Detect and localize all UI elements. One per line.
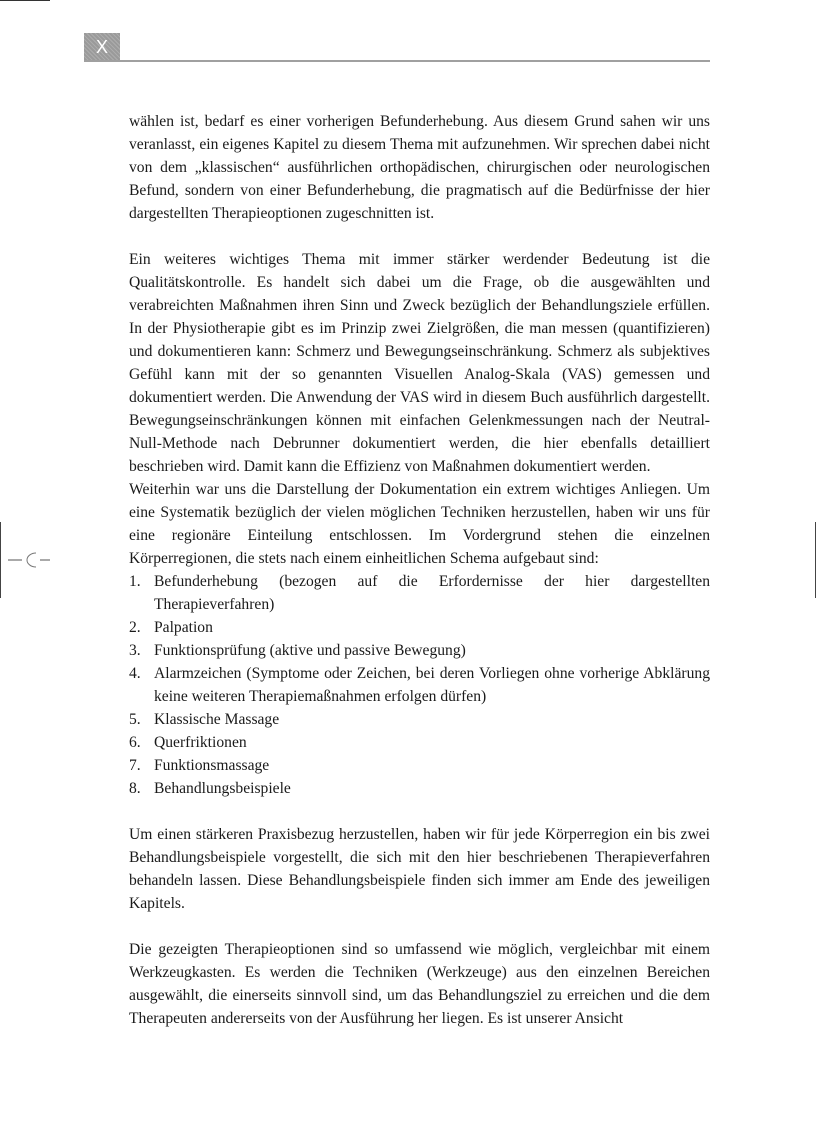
- list-number: 4.: [129, 665, 141, 682]
- list-item: [129, 662, 710, 708]
- list-item: [129, 570, 710, 616]
- list-text: Behandlungsbeispiele: [154, 780, 291, 797]
- list-item: [129, 777, 710, 800]
- list-text: Funktionsprüfung (aktive und passive Bewegung): [154, 642, 466, 659]
- list-text: Palpation: [154, 619, 213, 636]
- paragraph-praxisbezug: Um einen stärkeren Praxisbezug herzustellen, haben wir für jede Körperregion ein bis zwei Behandlungsbeispiele vorgestellt, die sich mit den hier beschriebenen Therapieverfahren behandeln lassen. Diese Behandlungsbeispiele finden sich immer am Ende des jeweiligen Kapitels.: [129, 826, 710, 912]
- paragraph-befunderhebung: wählen ist, bedarf es einer vorherigen Befunderhebung. Aus diesem Grund sahen wir uns veranlasst, ein eigenes Kapitel zu diesem Thema mit aufzunehmen. Wir sprechen dabei nicht von dem „klassischen“ ausführlichen orthopädischen, chirurgischen oder neurologischen Befund, sondern von einer Befunderhebung, die pragmatisch auf die Bedürfnisse der hier dargestellten Therapieoptionen zugeschnitten ist.: [129, 113, 710, 222]
- paragraph-qualitaetskontrolle: Ein weiteres wichtiges Thema mit immer stärker werdender Bedeutung ist die Qualitätskontrolle. Es handelt sich dabei um die Frage, ob die ausgewählten und verabreichten Maßnahmen ihren Sinn und Zweck bezüglich der Behandlungsziele erfüllen. In der Physiotherapie gibt es im Prinzip zwei Zielgrößen, die man messen (quantifizieren) und dokumentieren kann: Schmerz und Bewegungseinschränkung. Schmerz als subjektives Gefühl kann mit der so genannten Visuellen Analog-Skala (VAS) gemessen und dokumentiert werden. Die Anwendung der VAS wird in diesem Buch ausführlich dargestellt. Bewegungseinschränkungen können mit einfachen Gelenkmessungen nach der Neutral-Null-Methode nach Debrunner dokumentiert werden, die hier ebenfalls detailliert beschrieben wird. Damit kann die Effizienz von Maßnahmen dokumentiert werden.: [129, 251, 710, 475]
- crop-mark-top: [0, 0, 50, 1]
- list-number: 7.: [129, 757, 141, 774]
- chapter-marker: X: [84, 33, 120, 61]
- list-text: Alarmzeichen (Symptome oder Zeichen, bei deren Vorliegen ohne vorherige Abklärung keine weiteren Therapiemaßnahmen erfolgen dürfen): [154, 665, 710, 705]
- paragraph-dokumentation: Weiterhin war uns die Darstellung der Dokumentation ein extrem wichtiges Anliegen. Um eine Systematik bezüglich der vielen möglichen Techniken herzustellen, haben wir uns für eine regionäre Einteilung entschlossen. Im Vordergrund stehen die einzelnen Körperregionen, die stets nach einem einheitlichen Schema aufgebaut sind:: [129, 481, 710, 567]
- list-text: Querfriktionen: [154, 734, 247, 751]
- page-body: [129, 110, 710, 1030]
- schema-list: [129, 570, 710, 800]
- margin-line-left: [0, 522, 1, 598]
- list-item: [129, 616, 710, 639]
- list-number: 3.: [129, 642, 141, 659]
- list-text: Klassische Massage: [154, 711, 280, 728]
- registration-mark-icon: [8, 549, 50, 571]
- list-number: 1.: [129, 573, 141, 590]
- list-item: [129, 731, 710, 754]
- list-number: 8.: [129, 780, 141, 797]
- list-item: [129, 754, 710, 777]
- paragraph-werkzeugkasten: Die gezeigten Therapieoptionen sind so umfassend wie möglich, vergleichbar mit einem Werkzeugkasten. Es werden die Techniken (Werkzeuge) aus den einzelnen Bereichen ausgewählt, die einerseits sinnvoll sind, um das Behandlungsziel zu erreichen und die dem Therapeuten andererseits von der Ausführung her liegen. Es ist unserer Ansicht: [129, 941, 710, 1027]
- header-rule: [84, 60, 710, 62]
- list-text: Funktionsmassage: [154, 757, 270, 774]
- list-number: 6.: [129, 734, 141, 751]
- list-item: [129, 708, 710, 731]
- list-number: 5.: [129, 711, 141, 728]
- list-text: Befunderhebung (bezogen auf die Erfordernisse der hier dargestellten Therapieverfahren): [154, 573, 710, 613]
- list-number: 2.: [129, 619, 141, 636]
- list-item: [129, 639, 710, 662]
